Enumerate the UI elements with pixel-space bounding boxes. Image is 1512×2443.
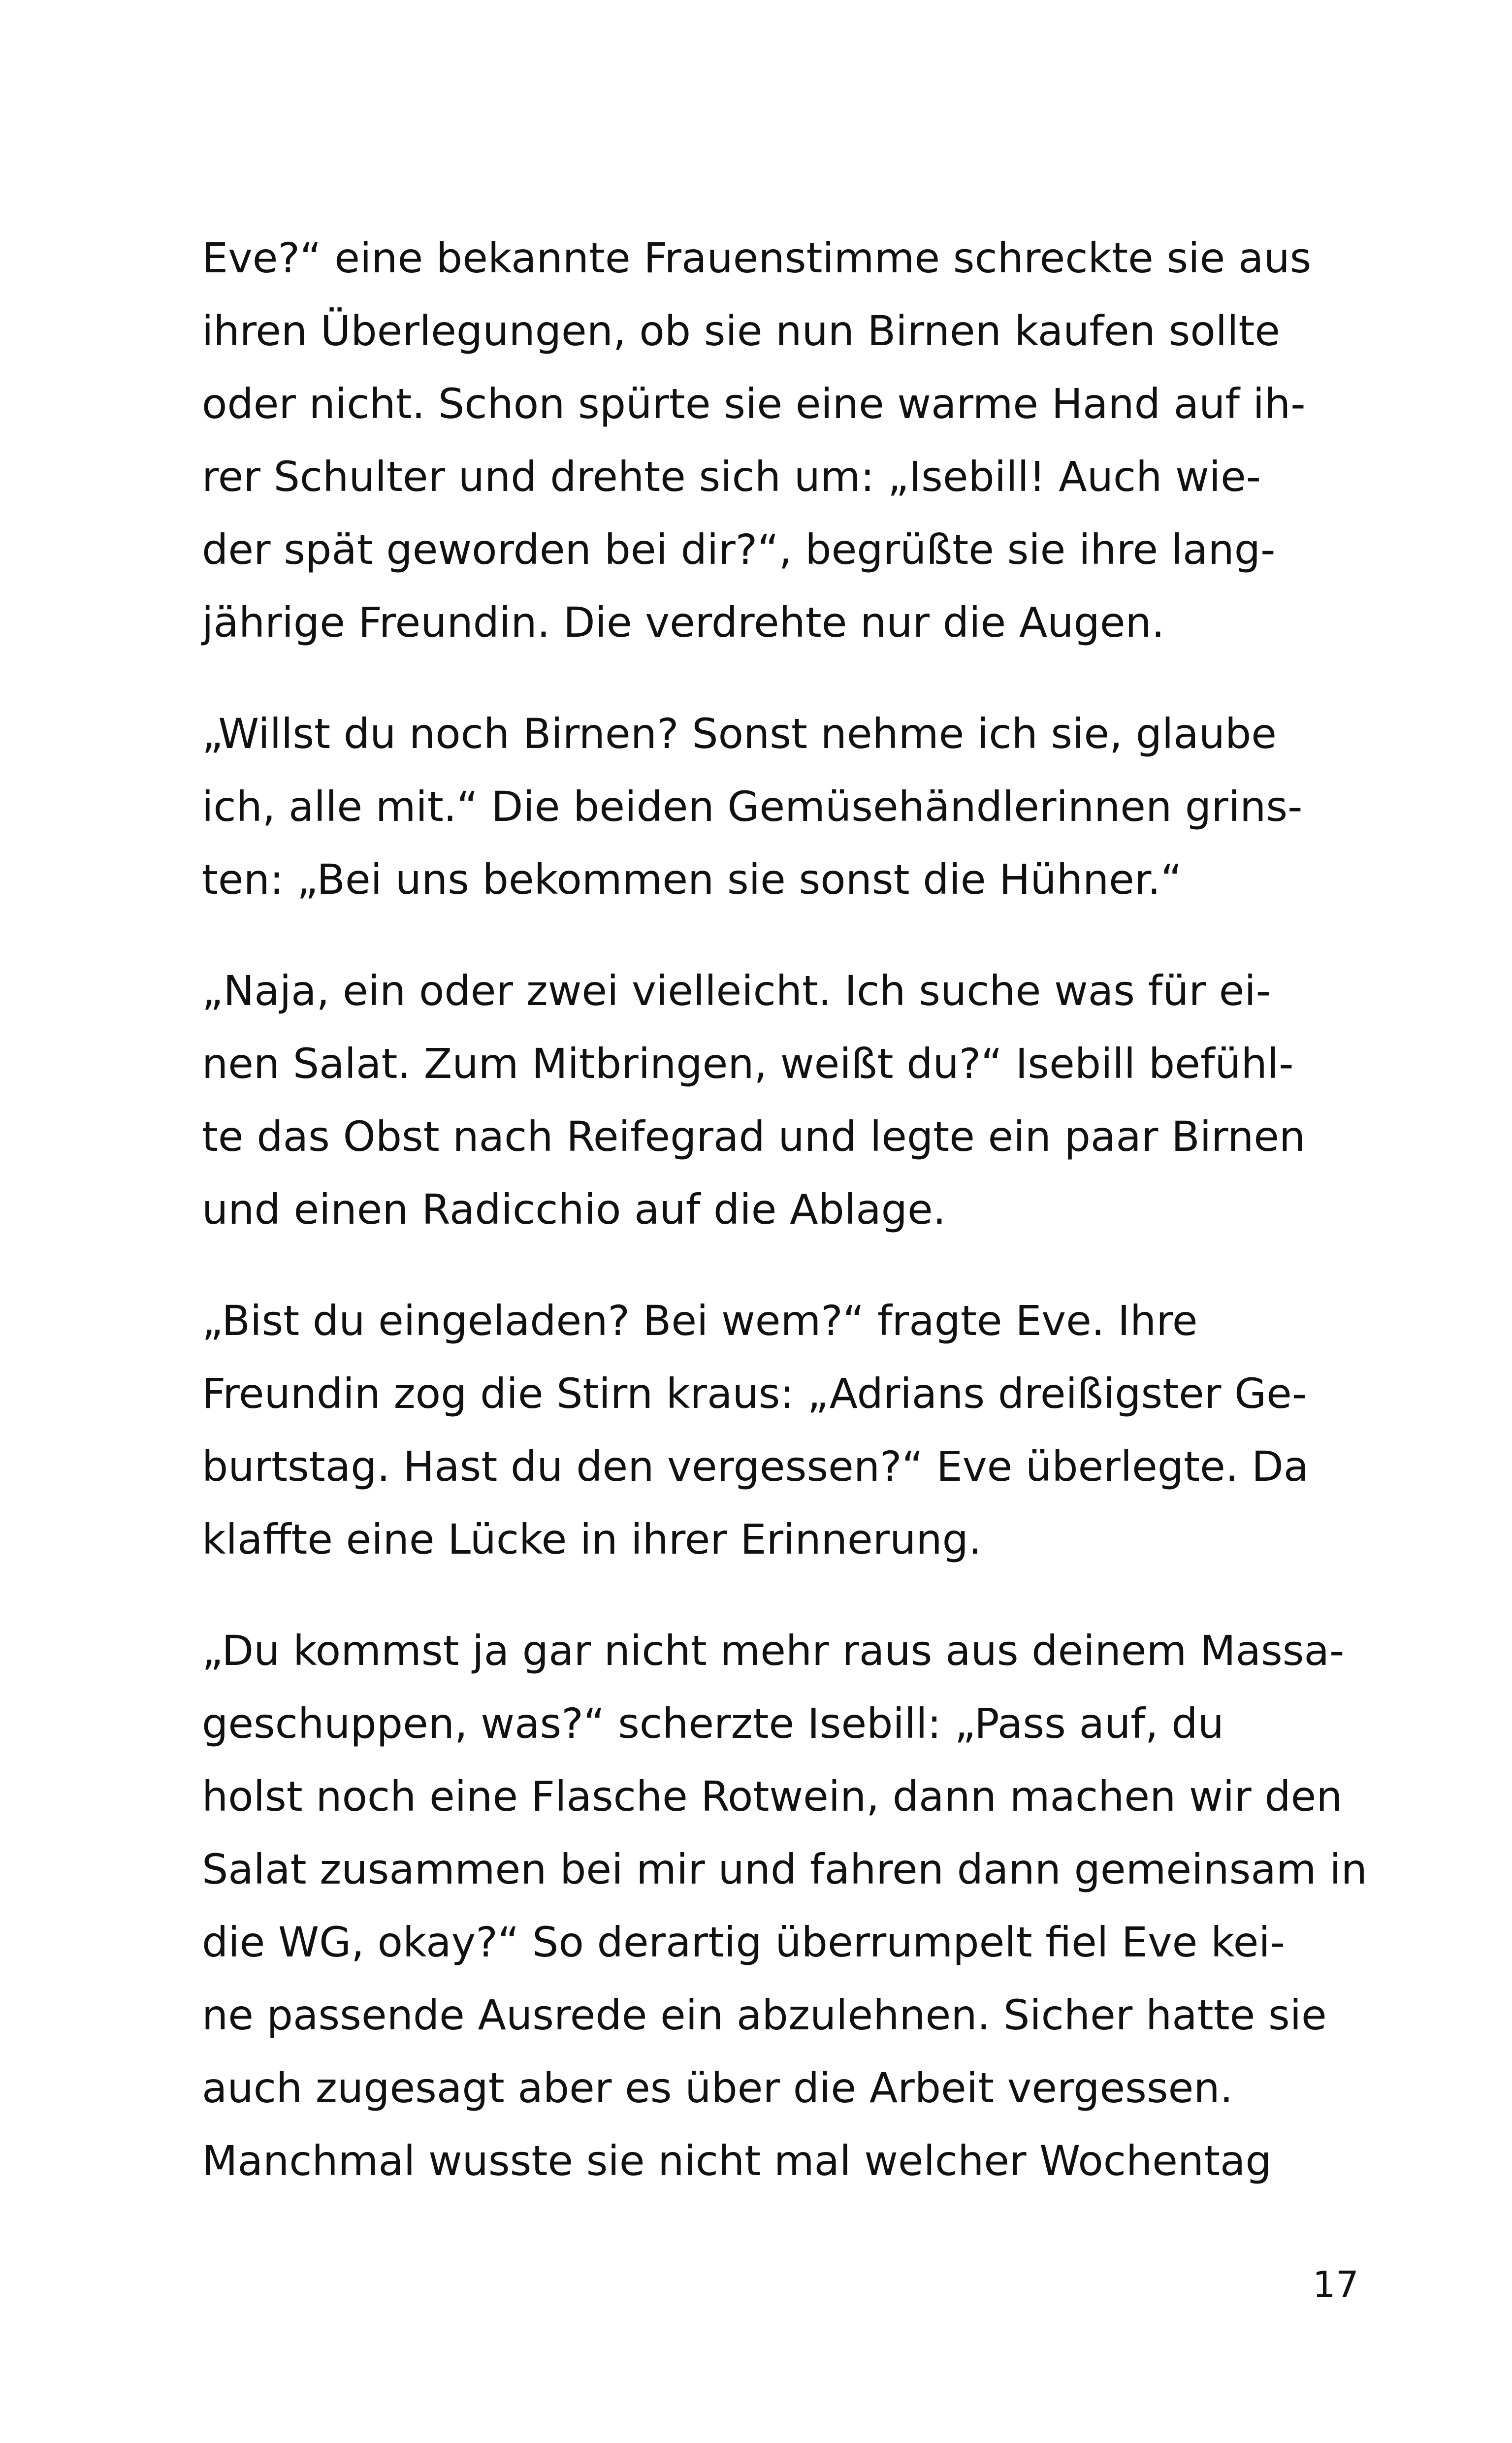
text-line: holst noch eine Flasche Rotwein, dann machen wir den: [202, 1772, 1343, 1821]
paragraph-2: [202, 697, 1364, 916]
paragraph-1: [202, 222, 1364, 659]
text-line: Salat zusammen bei mir und fahren dann gemeinsam in: [202, 1845, 1368, 1893]
text-line: ich, alle mit.“ Die beiden Gemüsehändlerinnen grins-: [202, 782, 1303, 831]
text-line: ihren Überlegungen, ob sie nun Birnen kaufen sollte: [202, 307, 1281, 355]
text-line: nen Salat. Zum Mitbringen, weißt du?“ Isebill befühl-: [202, 1040, 1294, 1088]
text-line: „Bist du eingeladen? Bei wem?“ fragte Eve. Ihre: [202, 1297, 1198, 1345]
text-line: „Naja, ein oder zwei vielleicht. Ich suche was für ei-: [202, 967, 1271, 1015]
text-line: ne passende Ausrede ein abzulehnen. Sicher hatte sie: [202, 1991, 1327, 2039]
text-line: ten: „Bei uns bekommen sie sonst die Hühner.“: [202, 855, 1182, 904]
text-line: rer Schulter und drehte sich um: „Isebill! Auch wie-: [202, 453, 1261, 501]
text-line: und einen Radicchio auf die Ablage.: [202, 1185, 946, 1234]
paragraph-4: [202, 1284, 1364, 1576]
text-line: jährige Freundin. Die verdrehte nur die Augen.: [202, 598, 1165, 647]
text-line: Eve?“ eine bekannte Frauenstimme schreckte sie aus: [202, 234, 1312, 282]
text-line: oder nicht. Schon spürte sie eine warme Hand auf ih-: [202, 380, 1306, 428]
text-line: Freundin zog die Stirn kraus: „Adrians dreißigster Ge-: [202, 1369, 1307, 1418]
text-line: burtstag. Hast du den vergessen?“ Eve überlegte. Da: [202, 1442, 1309, 1491]
text-line: te das Obst nach Reifegrad und legte ein paar Birnen: [202, 1112, 1306, 1161]
paragraph-3: [202, 954, 1364, 1246]
text-line: „Du kommst ja gar nicht mehr raus aus deinem Massa-: [202, 1627, 1345, 1675]
text-line: auch zugesagt aber es über die Arbeit vergessen.: [202, 2064, 1233, 2112]
text-line: der spät geworden bei dir?“, begrüßte sie ihre lang-: [202, 525, 1276, 574]
body-text: [202, 222, 1368, 2197]
page-number: 17: [1312, 2264, 1359, 2306]
text-line: klaffte eine Lücke in ihrer Erinnerung.: [202, 1515, 982, 1564]
text-line: die WG, okay?“ So derartig überrumpelt fiel Eve kei-: [202, 1918, 1286, 1966]
text-line: geschuppen, was?“ scherzte Isebill: „Pass auf, du: [202, 1699, 1224, 1748]
paragraph-5: [202, 1614, 1368, 2197]
text-line: Manchmal wusste sie nicht mal welcher Wochentag: [202, 2137, 1272, 2185]
text-line: „Willst du noch Birnen? Sonst nehme ich sie, glaube: [202, 710, 1277, 758]
